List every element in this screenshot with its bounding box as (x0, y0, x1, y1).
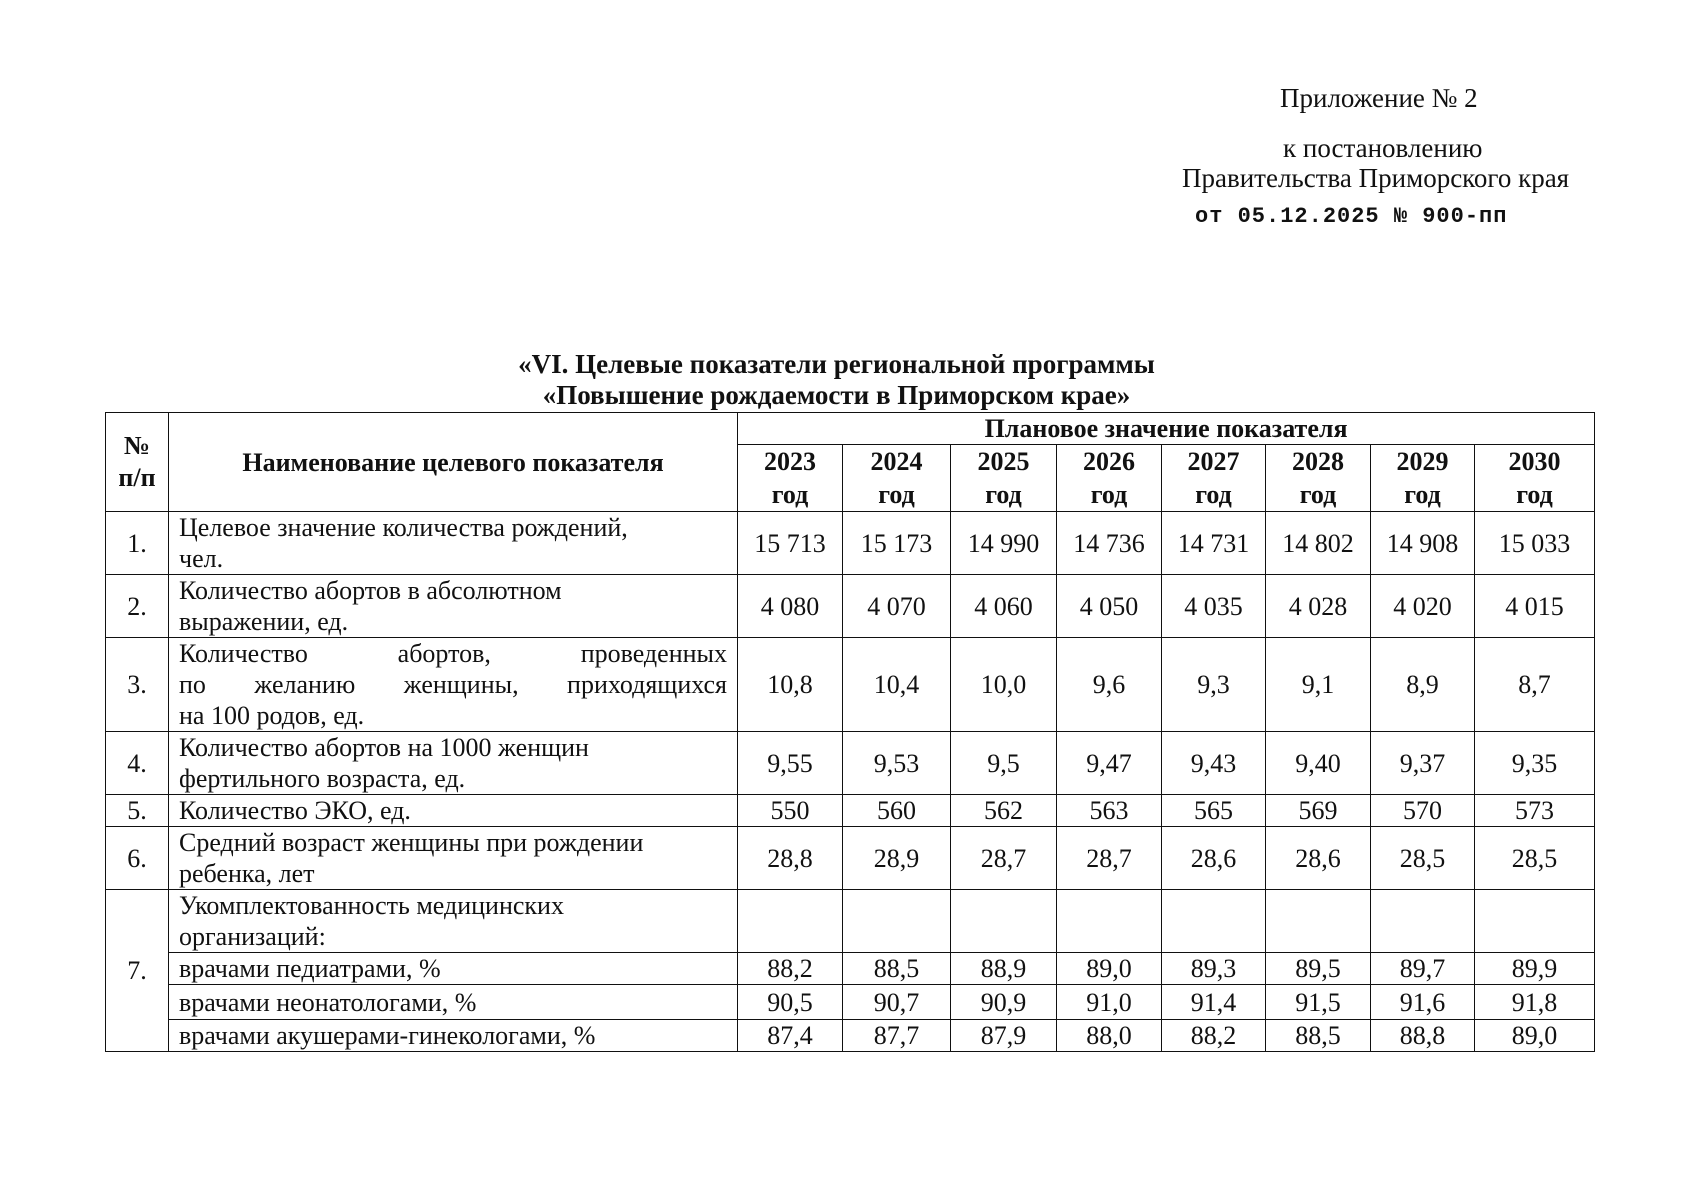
indicator-name (169, 732, 738, 795)
value-cell: 565 (1162, 795, 1266, 827)
value-cell: 10,8 (738, 638, 843, 732)
value-cell: 91,8 (1475, 985, 1595, 1020)
table-row (106, 575, 1595, 638)
year-unit: год (1090, 480, 1128, 509)
value-cell: 8,9 (1371, 638, 1475, 732)
empty-cell (738, 890, 843, 953)
year-unit: год (1516, 480, 1553, 509)
value-cell: 88,5 (843, 953, 951, 985)
value-cell: 14 802 (1266, 512, 1371, 575)
indicator-name-line: Количество абортов на 1000 женщин (179, 733, 589, 762)
section-title: «VI. Целевые показатели региональной программы (518, 349, 1155, 379)
column-header-planned-value: Плановое значение показателя (738, 413, 1595, 445)
empty-cell (843, 890, 951, 953)
value-cell: 9,3 (1162, 638, 1266, 732)
table-subrow (106, 985, 1595, 1020)
value-cell: 4 080 (738, 575, 843, 638)
value-cell: 91,5 (1266, 985, 1371, 1020)
year-unit: год (1299, 480, 1337, 509)
table-row (106, 512, 1595, 575)
indicator-name (169, 638, 738, 732)
value-cell: 90,9 (951, 985, 1057, 1020)
value-cell: 9,1 (1266, 638, 1371, 732)
value-cell: 573 (1475, 795, 1595, 827)
value-cell: 9,43 (1162, 732, 1266, 795)
indicator-name-line: Количество ЭКО, ед. (179, 796, 411, 825)
value-cell: 9,6 (1057, 638, 1162, 732)
value-cell: 28,7 (1057, 827, 1162, 890)
year-header (843, 445, 951, 512)
indicator-name-line: ребенка, лет (179, 859, 315, 888)
table-row (106, 890, 1595, 953)
value-cell: 28,6 (1266, 827, 1371, 890)
value-cell: 91,6 (1371, 985, 1475, 1020)
indicator-name-line: организаций: (179, 922, 326, 951)
column-header-number-line2: п/п (118, 463, 156, 492)
year-header (1371, 445, 1475, 512)
column-header-indicator-name: Наименование целевого показателя (169, 413, 738, 512)
value-cell: 9,47 (1057, 732, 1162, 795)
row-number: 7. (106, 890, 169, 1052)
value-cell: 87,4 (738, 1020, 843, 1052)
value-cell: 88,8 (1371, 1020, 1475, 1052)
value-cell: 10,0 (951, 638, 1057, 732)
empty-cell (1266, 890, 1371, 953)
year-value: 2027 (1187, 447, 1240, 476)
indicator-name-line: Количество абортов в абсолютном (179, 576, 562, 605)
table-row (106, 732, 1595, 795)
value-cell: 28,8 (738, 827, 843, 890)
indicator-name (169, 827, 738, 890)
value-cell: 4 050 (1057, 575, 1162, 638)
table-body (106, 512, 1595, 1052)
value-cell: 88,0 (1057, 1020, 1162, 1052)
row-number: 6. (106, 827, 169, 890)
column-header-number (106, 413, 169, 512)
value-cell: 14 908 (1371, 512, 1475, 575)
year-unit: год (1195, 480, 1232, 509)
value-cell: 89,7 (1371, 953, 1475, 985)
row-number: 1. (106, 512, 169, 575)
indicator-name-line: Укомплектованность медицинских (179, 891, 564, 920)
year-value: 2024 (870, 447, 923, 476)
indicator-name-line: на 100 родов, ед. (179, 701, 365, 730)
program-title: «Повышение рождаемости в Приморском крае» (542, 380, 1131, 410)
sub-indicator-name: врачами акушерами-гинекологами, % (169, 1020, 738, 1052)
empty-cell (951, 890, 1057, 953)
value-cell: 87,9 (951, 1020, 1057, 1052)
indicator-name-line: Целевое значение количества рождений, (179, 513, 628, 542)
table-subrow (106, 1020, 1595, 1052)
value-cell: 562 (951, 795, 1057, 827)
value-cell: 89,0 (1057, 953, 1162, 985)
issuing-authority: Правительства Приморского края (1182, 163, 1570, 193)
indicator-name-line: чел. (179, 544, 224, 573)
value-cell: 14 731 (1162, 512, 1266, 575)
empty-cell (1057, 890, 1162, 953)
value-cell: 28,6 (1162, 827, 1266, 890)
value-cell: 89,0 (1475, 1020, 1595, 1052)
empty-cell (1371, 890, 1475, 953)
value-cell: 91,0 (1057, 985, 1162, 1020)
value-cell: 88,5 (1266, 1020, 1371, 1052)
indicator-name-line: Средний возраст женщины при рождении (179, 828, 644, 857)
decree-reference-label: к постановлению (1283, 133, 1483, 163)
indicator-name (169, 795, 738, 827)
indicator-name-line: Количество абортов, проведенных (179, 639, 727, 668)
value-cell: 4 028 (1266, 575, 1371, 638)
row-number: 3. (106, 638, 169, 732)
row-number: 4. (106, 732, 169, 795)
indicator-name-line: по желанию женщины, приходящихся (179, 670, 727, 699)
row-number: 2. (106, 575, 169, 638)
year-value: 2028 (1292, 447, 1344, 476)
year-unit: год (1404, 480, 1441, 509)
value-cell: 28,7 (951, 827, 1057, 890)
value-cell: 4 015 (1475, 575, 1595, 638)
decree-number-date: от 05.12.2025 № 900-пп (1195, 204, 1508, 229)
value-cell: 15 173 (843, 512, 951, 575)
year-value: 2025 (977, 447, 1030, 476)
value-cell: 9,53 (843, 732, 951, 795)
year-unit: год (985, 480, 1022, 509)
value-cell: 550 (738, 795, 843, 827)
value-cell: 4 035 (1162, 575, 1266, 638)
value-cell: 9,55 (738, 732, 843, 795)
value-cell: 563 (1057, 795, 1162, 827)
year-header (951, 445, 1057, 512)
year-unit: год (878, 480, 915, 509)
value-cell: 14 736 (1057, 512, 1162, 575)
value-cell: 28,5 (1475, 827, 1595, 890)
value-cell: 9,5 (951, 732, 1057, 795)
sub-indicator-name: врачами педиатрами, % (169, 953, 738, 985)
empty-cell (1162, 890, 1266, 953)
value-cell: 15 713 (738, 512, 843, 575)
value-cell: 4 020 (1371, 575, 1475, 638)
indicator-name (169, 575, 738, 638)
target-indicators-table (105, 412, 1595, 1052)
value-cell: 88,9 (951, 953, 1057, 985)
value-cell: 9,40 (1266, 732, 1371, 795)
value-cell: 14 990 (951, 512, 1057, 575)
value-cell: 89,3 (1162, 953, 1266, 985)
value-cell: 569 (1266, 795, 1371, 827)
value-cell: 15 033 (1475, 512, 1595, 575)
value-cell: 89,5 (1266, 953, 1371, 985)
year-header (738, 445, 843, 512)
indicator-name-line: выражении, ед. (179, 607, 349, 636)
table-row (106, 827, 1595, 890)
value-cell: 28,9 (843, 827, 951, 890)
appendix-title: Приложение № 2 (1280, 83, 1478, 113)
table-subrow (106, 953, 1595, 985)
empty-cell (1475, 890, 1595, 953)
value-cell: 10,4 (843, 638, 951, 732)
value-cell: 90,5 (738, 985, 843, 1020)
year-header (1266, 445, 1371, 512)
row-number: 5. (106, 795, 169, 827)
value-cell: 570 (1371, 795, 1475, 827)
value-cell: 9,35 (1475, 732, 1595, 795)
value-cell: 91,4 (1162, 985, 1266, 1020)
year-value: 2023 (764, 447, 816, 476)
value-cell: 4 060 (951, 575, 1057, 638)
value-cell: 88,2 (738, 953, 843, 985)
value-cell: 87,7 (843, 1020, 951, 1052)
indicator-name-line: фертильного возраста, ед. (179, 764, 466, 793)
value-cell: 89,9 (1475, 953, 1595, 985)
table-row (106, 638, 1595, 732)
value-cell: 90,7 (843, 985, 951, 1020)
column-header-number-line1: № (123, 431, 151, 460)
year-value: 2026 (1083, 447, 1135, 476)
year-header (1057, 445, 1162, 512)
table-row (106, 795, 1595, 827)
indicator-name (169, 512, 738, 575)
value-cell: 9,37 (1371, 732, 1475, 795)
value-cell: 8,7 (1475, 638, 1595, 732)
year-header (1475, 445, 1595, 512)
sub-indicator-name: врачами неонатологами, % (169, 985, 738, 1020)
value-cell: 4 070 (843, 575, 951, 638)
value-cell: 28,5 (1371, 827, 1475, 890)
value-cell: 88,2 (1162, 1020, 1266, 1052)
year-value: 2029 (1396, 447, 1449, 476)
year-header (1162, 445, 1266, 512)
value-cell: 560 (843, 795, 951, 827)
indicator-name (169, 890, 738, 953)
year-value: 2030 (1508, 447, 1561, 476)
year-unit: год (771, 480, 809, 509)
